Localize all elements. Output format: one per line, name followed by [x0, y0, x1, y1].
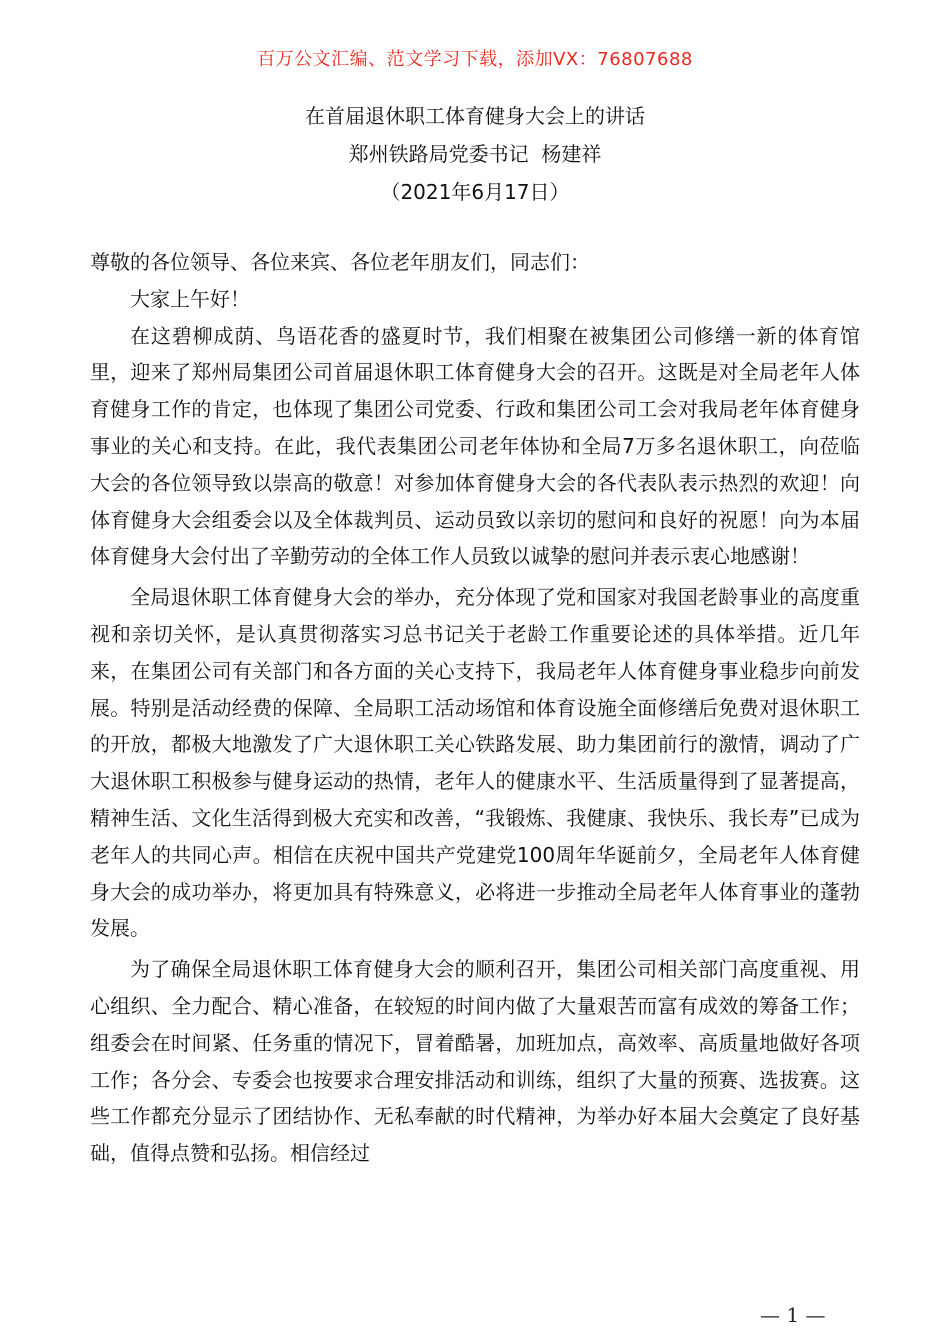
title-block	[0, 97, 950, 211]
paragraph-2: 全局退休职工体育健身大会的举办，充分体现了党和国家对我国老龄事业的高度重视和亲切关怀，是认真贯彻落实习总书记关于老龄工作重要论述的具体举措。近几年来，在集团公司有关部门和各方面的关心支持下，我局老年人体育健身事业稳步向前发展。特别是活动经费的保障、全局职工活动场馆和体育设施全面修缮后免费对退休职工的开放，都极大地激发了广大退休职工关心铁路发展、助力集团前行的激情，调动了广大退休职工积极参与健身运动的热情，老年人的健康水平、生活质量得到了显著提高，精神生活、文化生活得到极大充实和改善，“我锻炼、我健康、我快乐、我长寿”已成为老年人的共同心声。相信在庆祝中国共产党建党100周年华诞前夕，全局老年人体育健身大会的成功举办，将更加具有特殊意义，必将进一步推动全局老年人体育事业的蓬勃发展。	[90, 585, 860, 941]
paragraph-1: 在这碧柳成荫、鸟语花香的盛夏时节，我们相聚在被集团公司修缮一新的体育馆里，迎来了郑州局集团公司首届退休职工体育健身大会的召开。这既是对全局老年人体育健身工作的肯定，也体现了集团公司党委、行政和集团公司工会对我局老年体育健身事业的关心和支持。在此，我代表集团公司老年体协和全局7万多名退休职工，向莅临大会的各位领导致以崇高的敬意！对参加体育健身大会的各代表队表示热烈的欢迎！向体育健身大会组委会以及全体裁判员、运动员致以亲切的慰问和良好的祝愿！向为本届体育健身大会付出了辛勤劳动的全体工作人员致以诚挚的慰问并表示衷心地感谢！	[90, 323, 860, 569]
paragraph-3: 为了确保全局退休职工体育健身大会的顺利召开，集团公司相关部门高度重视、用心组织、全力配合、精心准备，在较短的时间内做了大量艰苦而富有成效的筹备工作；组委会在时间紧、任务重的情况下，冒着酷暑，加班加点，高效率、高质量地做好各项工作；各分会、专委会也按要求合理安排活动和训练，组织了大量的预赛、选拔赛。这些工作都充分显示了团结协作、无私奉献的时代精神，为举办好本届大会奠定了良好基础，值得点赞和弘扬。相信经过	[90, 957, 860, 1166]
speech-title: 在首届退休职工体育健身大会上的讲话	[305, 104, 645, 128]
salutation: 尊敬的各位领导、各位来宾、各位老年朋友们，同志们：	[90, 250, 590, 274]
speech-date: （2021年6月17日）	[380, 180, 570, 204]
page-number: — 1 —	[760, 1303, 826, 1327]
greeting: 大家上午好！	[130, 286, 250, 311]
promo-banner: 百万公文汇编、范文学习下载，添加VX：76807688	[257, 49, 693, 70]
speech-body	[90, 244, 860, 1172]
speaker-line: 郑州铁路局党委书记 杨建祥	[348, 142, 602, 166]
